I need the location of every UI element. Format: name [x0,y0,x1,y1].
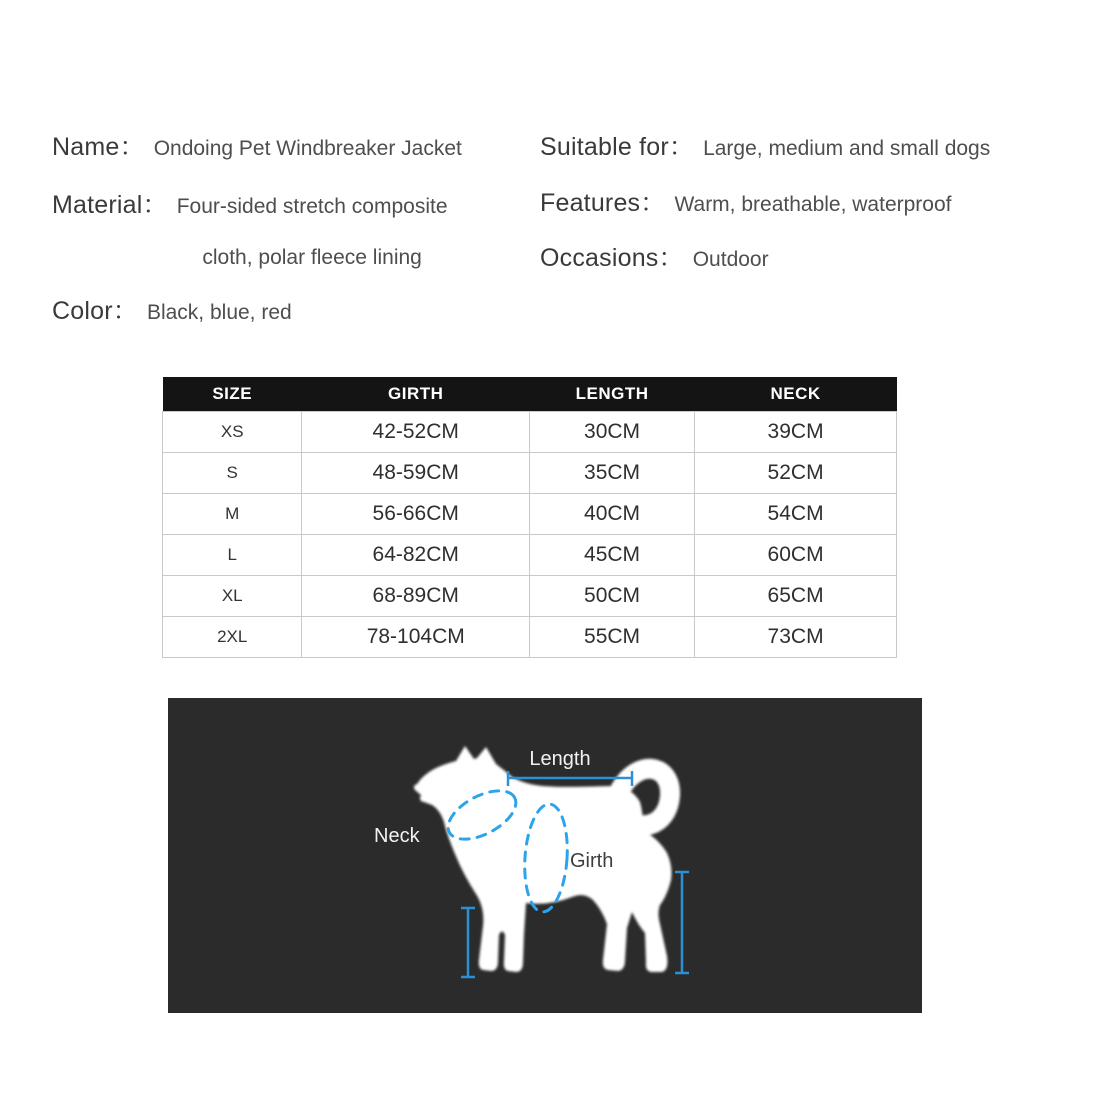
occasions-value: Outdoor [692,248,769,271]
name-value: Ondoing Pet Windbreaker Jacket [153,137,462,160]
product-material-row [52,181,448,283]
length-label: Length [529,748,591,770]
product-features-row [540,183,951,219]
cell-girth: 56-66CM [302,493,530,534]
header-girth: GIRTH [302,377,530,411]
cell-size: XS [163,411,302,452]
hind-leg-measure-line [675,872,689,973]
cell-size: M [163,493,302,534]
product-occasions-row [540,238,769,274]
cell-neck: 73CM [695,616,897,657]
material-value [177,181,448,283]
cell-girth: 48-59CM [302,452,530,493]
cell-girth: 68-89CM [302,575,530,616]
cell-length: 40CM [529,493,694,534]
cell-length: 35CM [529,452,694,493]
size-table-header-row [163,377,897,411]
measurement-diagram-panel [168,698,922,1013]
header-neck: NECK [695,377,897,411]
suitable-label: Suitable for： [540,133,695,161]
header-length: LENGTH [529,377,694,411]
cell-neck: 39CM [695,411,897,452]
features-label: Features： [540,189,666,217]
color-label: Color： [52,297,138,325]
cell-girth: 64-82CM [302,534,530,575]
header-size: SIZE [163,377,302,411]
cell-neck: 52CM [695,452,897,493]
cell-girth: 42-52CM [302,411,530,452]
material-label: Material： [52,191,168,219]
cell-length: 55CM [529,616,694,657]
cell-neck: 65CM [695,575,897,616]
material-value-line2: cloth, polar fleece lining [202,246,422,269]
dog-measurement-diagram [168,698,922,1013]
cell-neck: 54CM [695,493,897,534]
table-row [163,493,897,534]
cell-size: XL [163,575,302,616]
features-value: Warm, breathable, waterproof [674,193,952,216]
cell-neck: 60CM [695,534,897,575]
cell-size: 2XL [163,616,302,657]
material-value-line1: Four-sided stretch composite [176,195,448,218]
product-color-row [52,291,292,327]
cell-length: 50CM [529,575,694,616]
table-row [163,575,897,616]
occasions-label: Occasions： [540,244,684,272]
name-label: Name： [52,133,145,161]
product-suitable-row [540,127,990,163]
cell-size: L [163,534,302,575]
table-row [163,616,897,657]
neck-label: Neck [374,825,420,847]
product-name-row [52,127,462,163]
table-row [163,452,897,493]
size-table [162,377,897,658]
cell-length: 45CM [529,534,694,575]
table-row [163,534,897,575]
color-value: Black, blue, red [146,301,292,324]
girth-label: Girth [570,850,614,872]
suitable-value: Large, medium and small dogs [703,137,991,160]
table-row [163,411,897,452]
front-leg-measure-line [461,908,475,977]
cell-length: 30CM [529,411,694,452]
cell-girth: 78-104CM [302,616,530,657]
cell-size: S [163,452,302,493]
